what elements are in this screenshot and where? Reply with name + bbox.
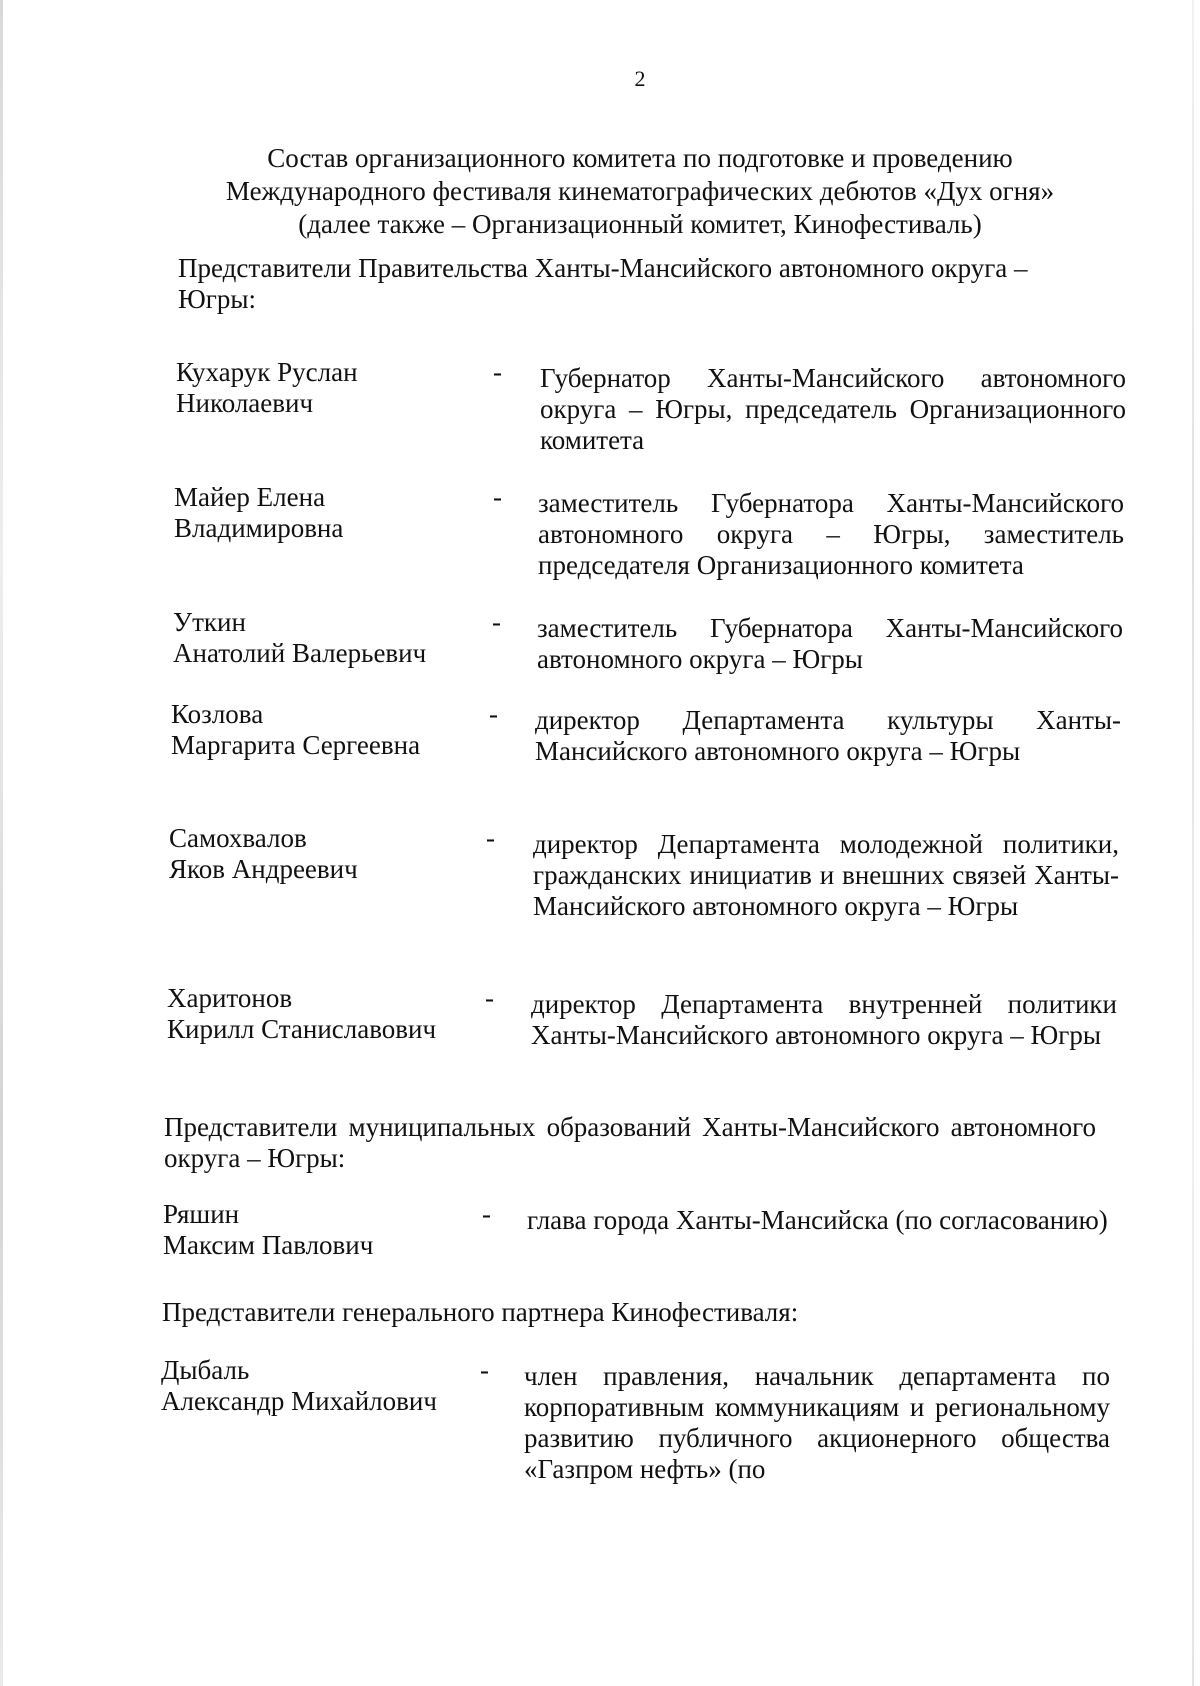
title-line: (далее также – Организационный комитет, Кинофестиваль) — [298, 209, 982, 239]
member-name: Уткин Анатолий Валерьевич — [173, 607, 427, 668]
member-name: Дыбаль Александр Михайлович — [161, 1355, 437, 1416]
member-dash: - — [485, 983, 494, 1013]
member-role: директор Департамента внутренней политики Ханты-Мансийского автономного округа – Югры — [531, 989, 1117, 1050]
member-name: Харитонов Кирилл Станиславович — [167, 983, 437, 1044]
member-dash: - — [482, 1199, 491, 1229]
member-dash: - — [493, 357, 502, 387]
member-role: заместитель Губернатора Ханты-Мансийского автономного округа – Югры — [537, 613, 1123, 674]
scan-edge-left — [0, 0, 3, 1686]
section-heading: Представители генерального партнера Кинофестиваля: — [162, 1297, 799, 1327]
member-role: член правления, начальник департамента по корпоративным коммуникациям и региональному развитию публичного акционерного общества «Газпром нефть» (по — [524, 1361, 1110, 1484]
title-line: Состав организационного комитета по подготовке и проведению — [267, 143, 1013, 173]
page-number: 2 — [634, 66, 646, 91]
member-name: Кухарук Руслан Николаевич — [176, 357, 358, 418]
member-dash: - — [489, 699, 498, 729]
member-name: Козлова Маргарита Сергеевна — [171, 699, 421, 760]
scan-edge-right — [1192, 0, 1194, 1686]
section-heading: Представители Правительства Ханты-Мансийского автономного округа – Югры: — [178, 253, 1028, 314]
member-dash: - — [486, 823, 495, 853]
member-dash: - — [480, 1355, 489, 1385]
member-dash: - — [492, 607, 501, 637]
member-name: Ряшин Максим Павлович — [163, 1199, 374, 1260]
member-role: глава города Ханты-Мансийска (по согласованию) — [527, 1205, 1108, 1235]
member-role: заместитель Губернатора Ханты-Мансийского автономного округа – Югры, заместитель председателя Организационного комитета — [538, 488, 1124, 580]
member-name: Самохвалов Яков Андреевич — [169, 823, 358, 884]
title-line: Международного фестиваля кинематографических дебютов «Дух огня» — [225, 176, 1055, 206]
member-role: директор Департамента молодежной политики, гражданских инициатив и внешних связей Ханты-Мансийского автономного округа – Югры — [533, 829, 1119, 921]
member-role: Губернатор Ханты-Мансийского автономного округа – Югры, председатель Организационного комитета — [540, 363, 1126, 455]
document-title — [150, 142, 1130, 241]
member-dash: - — [493, 482, 502, 512]
member-role: директор Департамента культуры Ханты-Мансийского автономного округа – Югры — [535, 705, 1121, 766]
section-heading: Представители муниципальных образований Ханты-Мансийского автономного округа – Югры: — [164, 1112, 1096, 1173]
member-name: Майер Елена Владимировна — [174, 482, 344, 543]
